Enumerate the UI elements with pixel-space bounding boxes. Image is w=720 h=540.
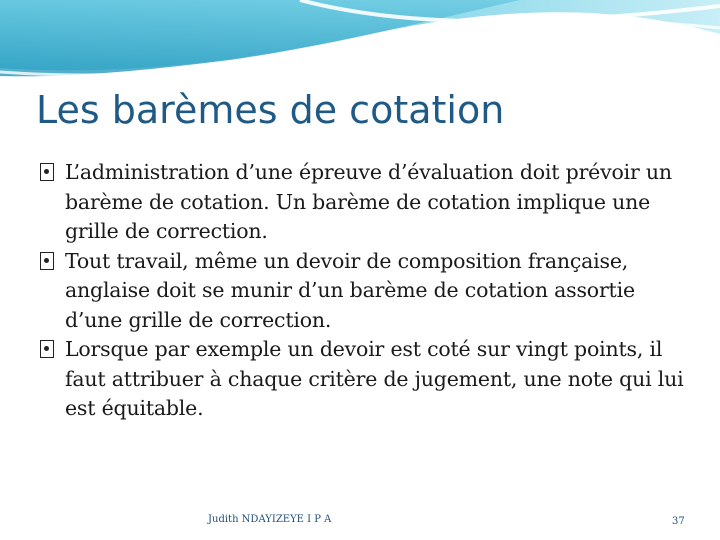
bullet-text: Tout travail, même un devoir de composition française, anglaise doit se munir d’un barème de cotation assortie d’une grille de correction. xyxy=(65,248,635,332)
bullet-marker-icon xyxy=(40,163,54,181)
bullet-marker-icon xyxy=(40,340,54,358)
bullet-text: Lorsque par exemple un devoir est coté sur vingt points, il faut attribuer à chaque critère de jugement, une note qui lui est équitable. xyxy=(65,337,684,420)
bullet-item xyxy=(38,158,688,247)
slide-title: Les barèmes de cotation xyxy=(36,88,505,132)
wave-front-shape xyxy=(0,0,520,76)
bullet-item xyxy=(38,335,688,424)
header-wave-decoration xyxy=(0,0,720,90)
bullet-list xyxy=(38,158,688,424)
slide-number: 37 xyxy=(672,516,685,527)
bullet-item xyxy=(38,247,688,336)
bullet-text: L’administration d’une épreuve d’évaluation doit prévoir un barème de cotation. Un barème de cotation implique une grille de correction. xyxy=(65,160,672,243)
footer-author: Judith NDAYIZEYE I P A xyxy=(208,514,332,525)
bullet-marker-icon xyxy=(40,252,54,270)
